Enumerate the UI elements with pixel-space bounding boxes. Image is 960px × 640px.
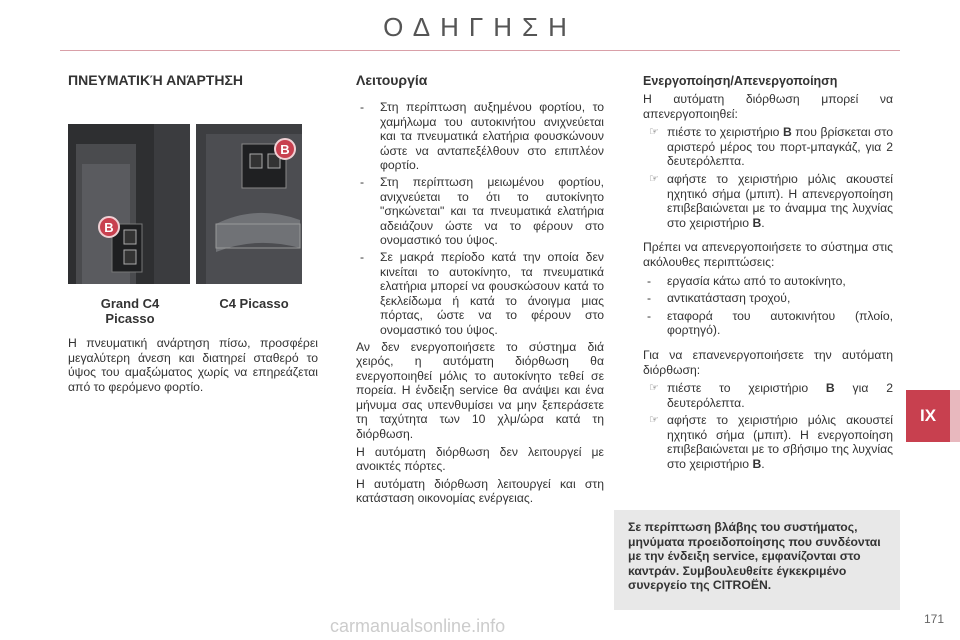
right-must: Πρέπει να απενεργοποιήσετε το σύστημα στις ακόλουθες περιπτώσεις:	[643, 240, 893, 269]
hand-pointer-icon: ☞	[649, 172, 659, 185]
list-item: ☞ αφήστε το χειριστήριο μόλις ακουστεί ηχητικό σήμα (μπιπ). Η ενεργοποίηση επιβεβαιώνεται με το σβήσιμο της λυχνίας στο χειριστήριο B.	[649, 413, 893, 472]
list-item: - εταφορά του αυτοκινήτου (πλοίο, φορτηγό).	[647, 308, 893, 338]
warning-box: Σε περίπτωση βλάβης του συστήματος, μηνύματα προειδοποίησης που συνδέονται με την ένδειξη service, εμφανίζονται στο καντράν. Συμβουλευθείτε έγκεκριμένο συνεργείο της CITROËN.	[614, 510, 900, 610]
section-title: ΠΝΕΥΜΑΤΙΚΉ ΑΝΆΡΤΗΣΗ	[68, 72, 243, 88]
list-item: - εργασία κάτω από το αυτοκίνητο,	[647, 273, 846, 288]
list-item: ☞ πιέστε το χειριστήριο B για 2 δευτερόλεπτα.	[649, 381, 894, 410]
list-item: ☞ πιέστε το χειριστήριο B που βρίσκεται στο αριστερό μέρος του πορτ-μπαγκάζ, για 2 δευτερόλεπτα.	[649, 125, 894, 169]
list-item: - Σε μακρά περίοδο κατά την οποία δεν κινείται το αυτοκίνητο, τα πνευματικά ελατήρια μπορεί να φουσκώσουν κατά το ξεκλείδωμα ή κατά το άνοιγμα μιας πόρτας, ώστε να το φέρουν στο ονομαστικό του ύψος.	[360, 249, 604, 337]
photo-c4-picasso	[196, 124, 302, 284]
right-intro: Η αυτόματη διόρθωση μπορεί να απενεργοποιηθεί:	[643, 92, 893, 121]
middle-body	[356, 100, 604, 506]
header-rule	[60, 50, 900, 51]
hand-pointer-icon: ☞	[649, 126, 659, 139]
middle-paragraph-1: Αν δεν ενεργοποιήσετε το σύστημα διά χειρός, η αυτόματη διόρθωση θα ενεργοποιηθεί μόλις το αυτοκίνητο τεθεί σε πορεία. Η ένδειξη service θα ανάψει και ένα μήνυμα σας υπενθυμίσει να μην ξεπεράσετε τη ταχύτητα των 10 χλμ/ώρα κατά τη διόρθωση.	[356, 339, 604, 442]
photo-grand-c4-picasso	[68, 124, 190, 284]
left-body-text: Η πνευματική ανάρτηση πίσω, προσφέρει μεγαλύτερη άνεση και διατηρεί σταθερό το ύψος του αμαξώματος χωρίς να επηρεάζεται από το φερόμενο φορτίο.	[68, 336, 318, 394]
deactivate-steps	[643, 125, 893, 230]
page-number: 171	[923, 612, 944, 626]
page-header-title: ΟΔΗΓΗΣΗ	[383, 12, 577, 42]
right-body	[643, 92, 893, 472]
list-item: - αντικατάσταση τροχού,	[647, 291, 791, 306]
middle-paragraph-3: Η αυτόματη διόρθωση λειτουργεί και στη κατάσταση οικονομίας ενέργειας.	[356, 476, 604, 506]
right-reactivate: Για να επανενεργοποιήσετε την αυτόματη διόρθωση:	[643, 347, 893, 377]
photo-left-drawing	[68, 124, 190, 284]
chapter-tab: IX	[906, 390, 950, 442]
badge-b-left: B	[98, 216, 120, 238]
list-item: - Στη περίπτωση αυξημένου φορτίου, το χαμήλωμα του αυτοκινήτου ανιχνεύεται και τα πνευματικά ελατήρια φουσκώνουν ώστε να ανταπεξέλθουν στο επιπλέον φορτίο.	[360, 100, 604, 173]
right-title: Ενεργοποίηση/Απενεργοποίηση	[643, 74, 838, 88]
caption-c4: C4 Picasso	[219, 296, 289, 311]
watermark: carmanualsonline.info	[330, 616, 506, 636]
chapter-tab-shadow	[950, 390, 960, 442]
list-item: - Στη περίπτωση μειωμένου φορτίου, ανιχνεύεται το ότι το αυτοκίνητο "σηκώνεται" και τα πνευματικά ελατήρια αδειάζουν ώστε να το φέρουν στο ονομαστικό του ύψος.	[360, 174, 604, 248]
list-item: ☞ αφήστε το χειριστήριο μόλις ακουστεί ηχητικό σήμα (μπιπ). Η απενεργοποίηση επιβεβαιώνεται με το άναμμα της λυχνίας στο χειριστήριο B.	[649, 171, 893, 230]
hand-pointer-icon: ☞	[649, 382, 659, 395]
middle-paragraph-2: Η αυτόματη διόρθωση δεν λειτουργεί με ανοικτές πόρτες.	[356, 444, 604, 474]
middle-title: Λειτουργία	[356, 72, 428, 88]
caption-grand-c4: Grand C4 Picasso	[100, 296, 160, 326]
hand-pointer-icon: ☞	[649, 414, 659, 427]
cases-list	[643, 274, 893, 338]
reactivate-steps	[643, 381, 893, 472]
badge-b-right: B	[274, 138, 296, 160]
middle-list	[356, 100, 604, 338]
